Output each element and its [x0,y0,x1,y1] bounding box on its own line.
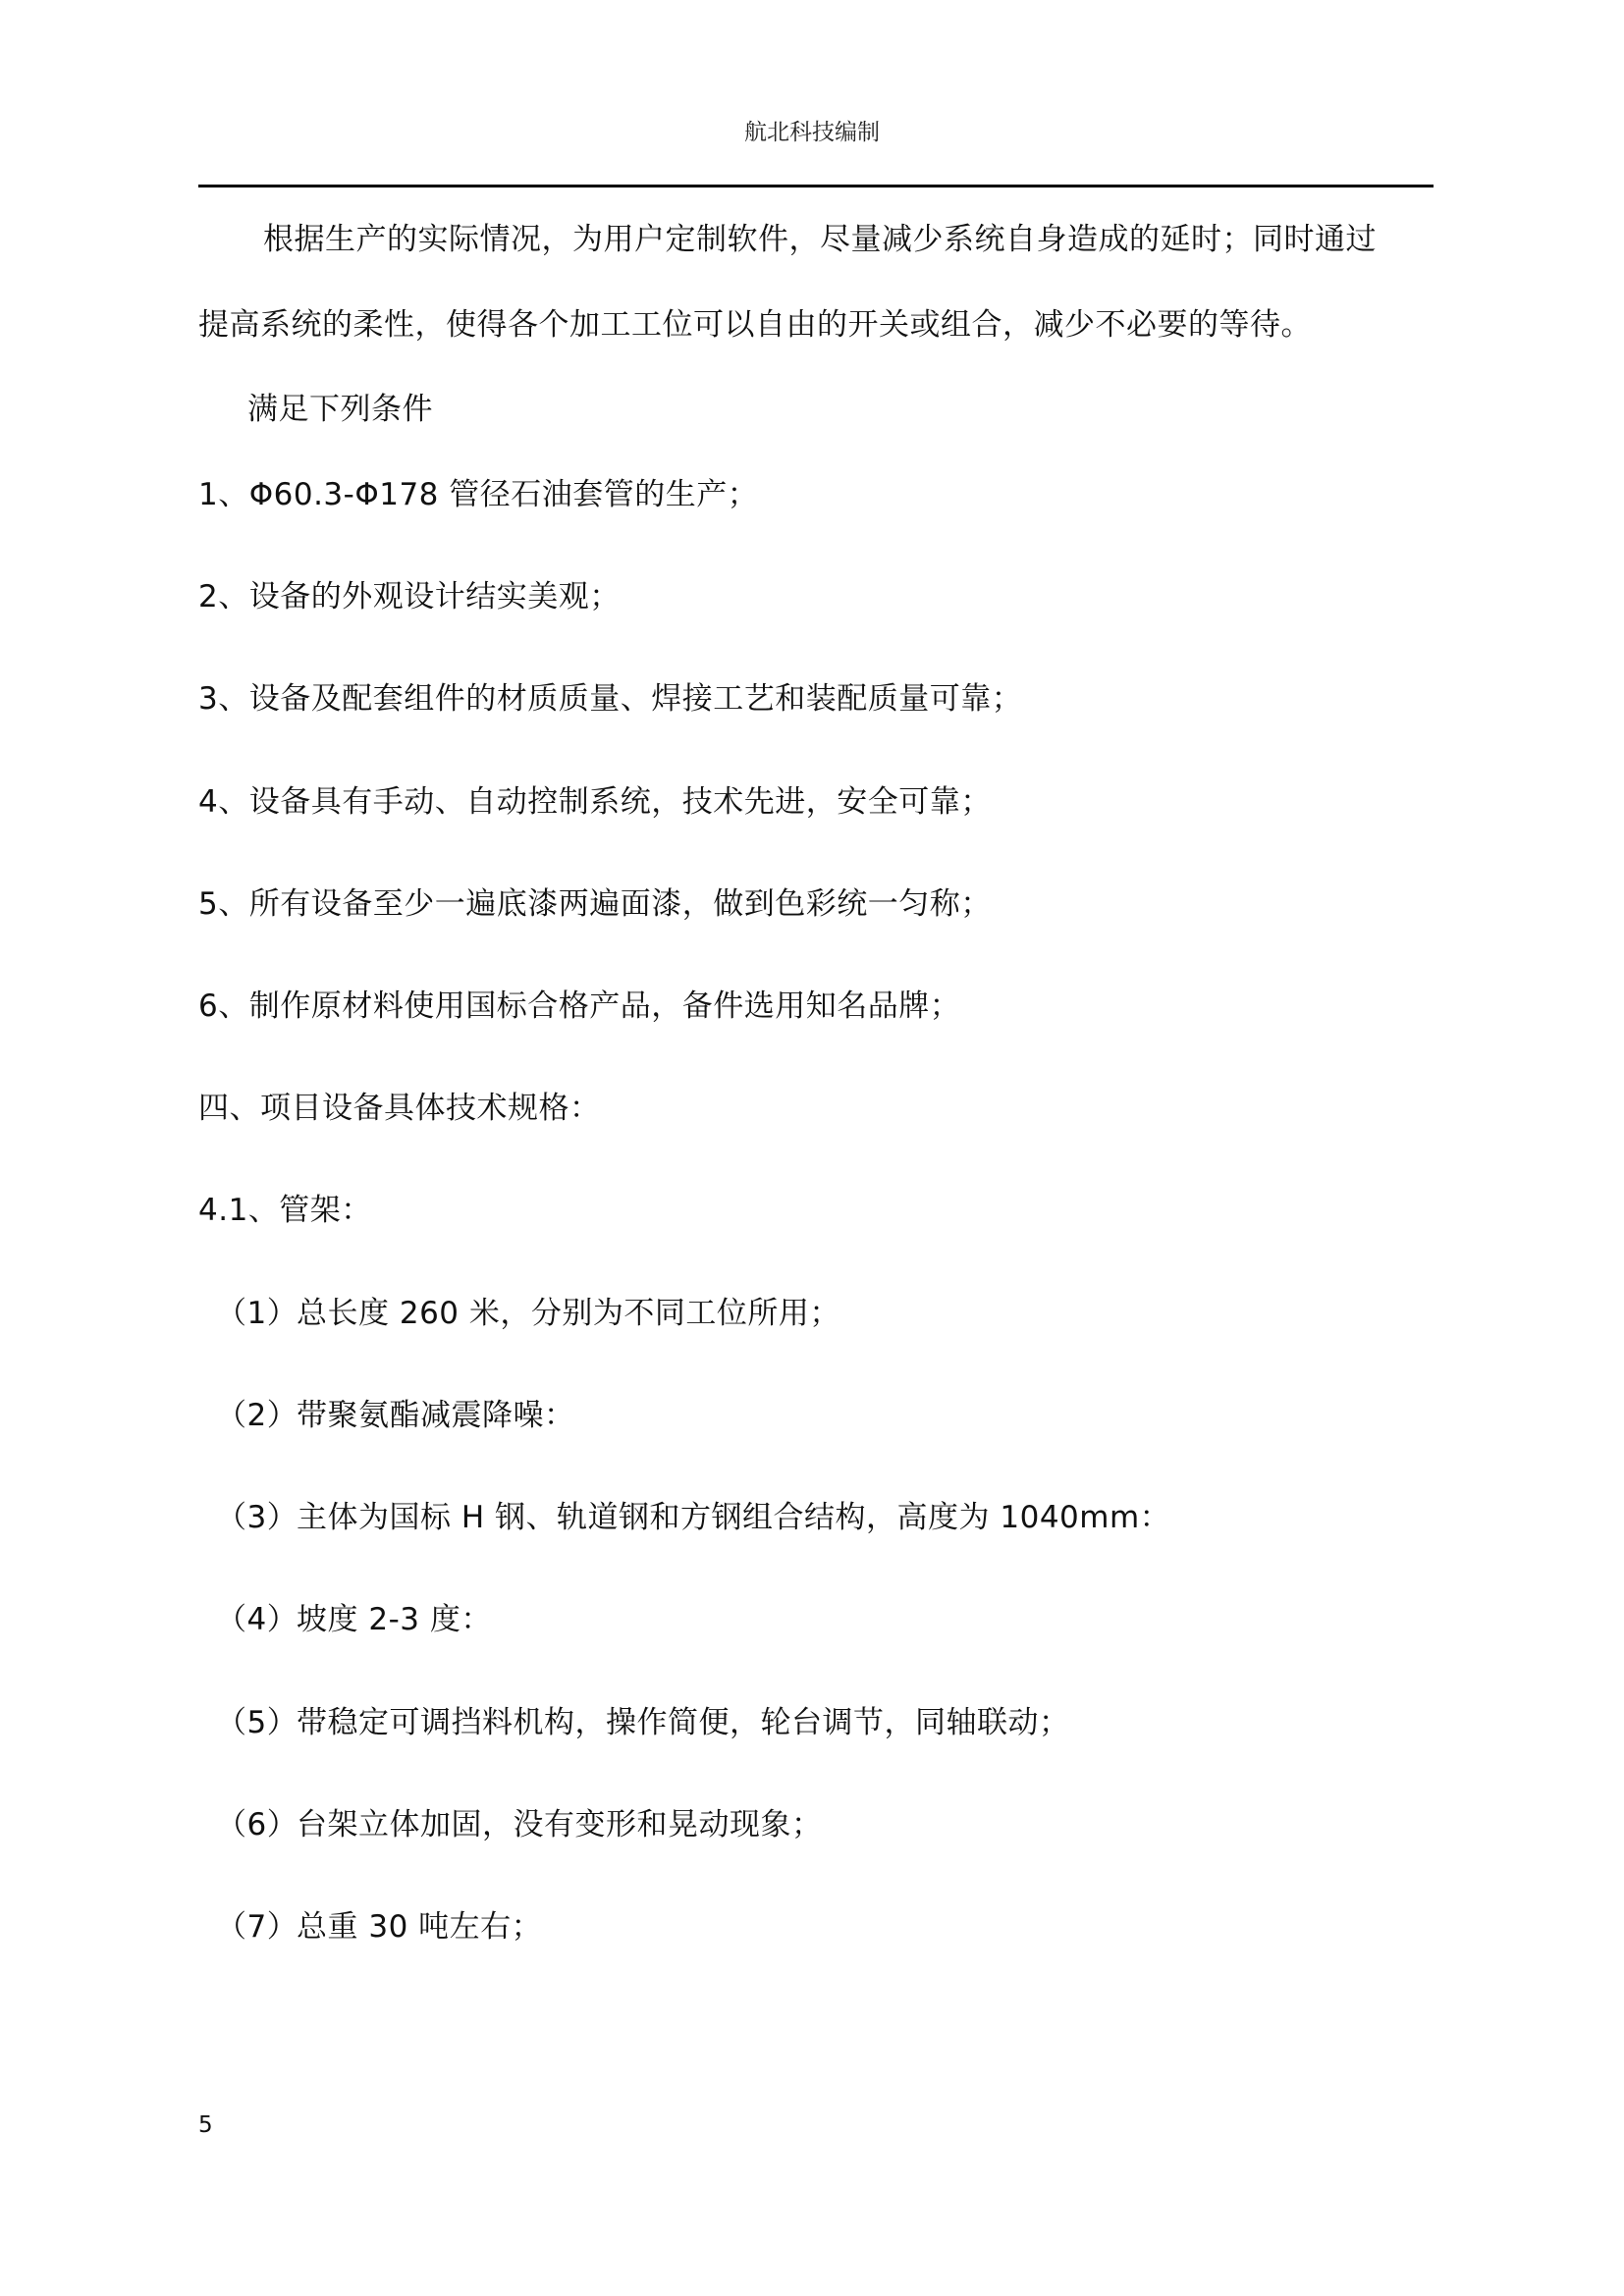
spec-number: （6） [216,1807,298,1842]
spec-text: 主体为国标 H 钢、轨道钢和方钢组合结构，高度为 1040mm： [297,1500,1171,1535]
subsection-title: 4.1、管架： [198,1193,372,1228]
spec-text: 总长度 260 米，分别为不同工位所用； [297,1296,840,1331]
spec-text: 坡度 2-3 度： [297,1602,492,1637]
spec-number: （3） [216,1500,298,1535]
spec-item [216,1294,840,1333]
spec-number: （5） [216,1705,298,1740]
spec-text: 带聚氨酯减震降噪： [297,1398,575,1433]
page-header: 航北科技编制 [744,120,880,145]
spec-item [216,1703,1070,1742]
conditions-heading: 满足下列条件 [247,392,433,427]
header-divider [198,185,1434,187]
spec-text: 带稳定可调挡料机构，操作简便，轮台调节，同轴联动； [297,1705,1070,1740]
spec-item [216,1498,1170,1537]
condition-item: 4、设备具有手动、自动控制系统，技术先进，安全可靠； [198,784,992,820]
spec-number: （2） [216,1398,298,1433]
paragraph-intro-line-1: 根据生产的实际情况，为用户定制软件，尽量减少系统自身造成的延时；同时通过 [263,222,1377,257]
condition-item: 1、Φ60.3-Φ178 管径石油套管的生产； [198,477,759,512]
spec-number: （7） [216,1909,298,1945]
spec-number: （4） [216,1602,298,1637]
condition-item: 6、制作原材料使用国标合格产品，备件选用知名品牌； [198,988,961,1024]
condition-item: 5、所有设备至少一遍底漆两遍面漆，做到色彩统一匀称； [198,886,992,922]
section-title: 四、项目设备具体技术规格： [198,1091,601,1126]
spec-item [216,1805,823,1844]
condition-item: 3、设备及配套组件的材质质量、焊接工艺和装配质量可靠； [198,681,1023,717]
spec-item [216,1907,542,1947]
condition-item: 2、设备的外观设计结实美观； [198,579,621,614]
spec-item [216,1396,575,1435]
paragraph-intro-line-2: 提高系统的柔性，使得各个加工工位可以自由的开关或组合，减少不必要的等待。 [198,307,1312,343]
spec-item [216,1600,492,1639]
spec-text: 台架立体加固，没有变形和晃动现象； [297,1807,823,1842]
page-number: 5 [198,2112,213,2138]
spec-number: （1） [216,1296,298,1331]
spec-text: 总重 30 吨左右； [297,1909,543,1945]
